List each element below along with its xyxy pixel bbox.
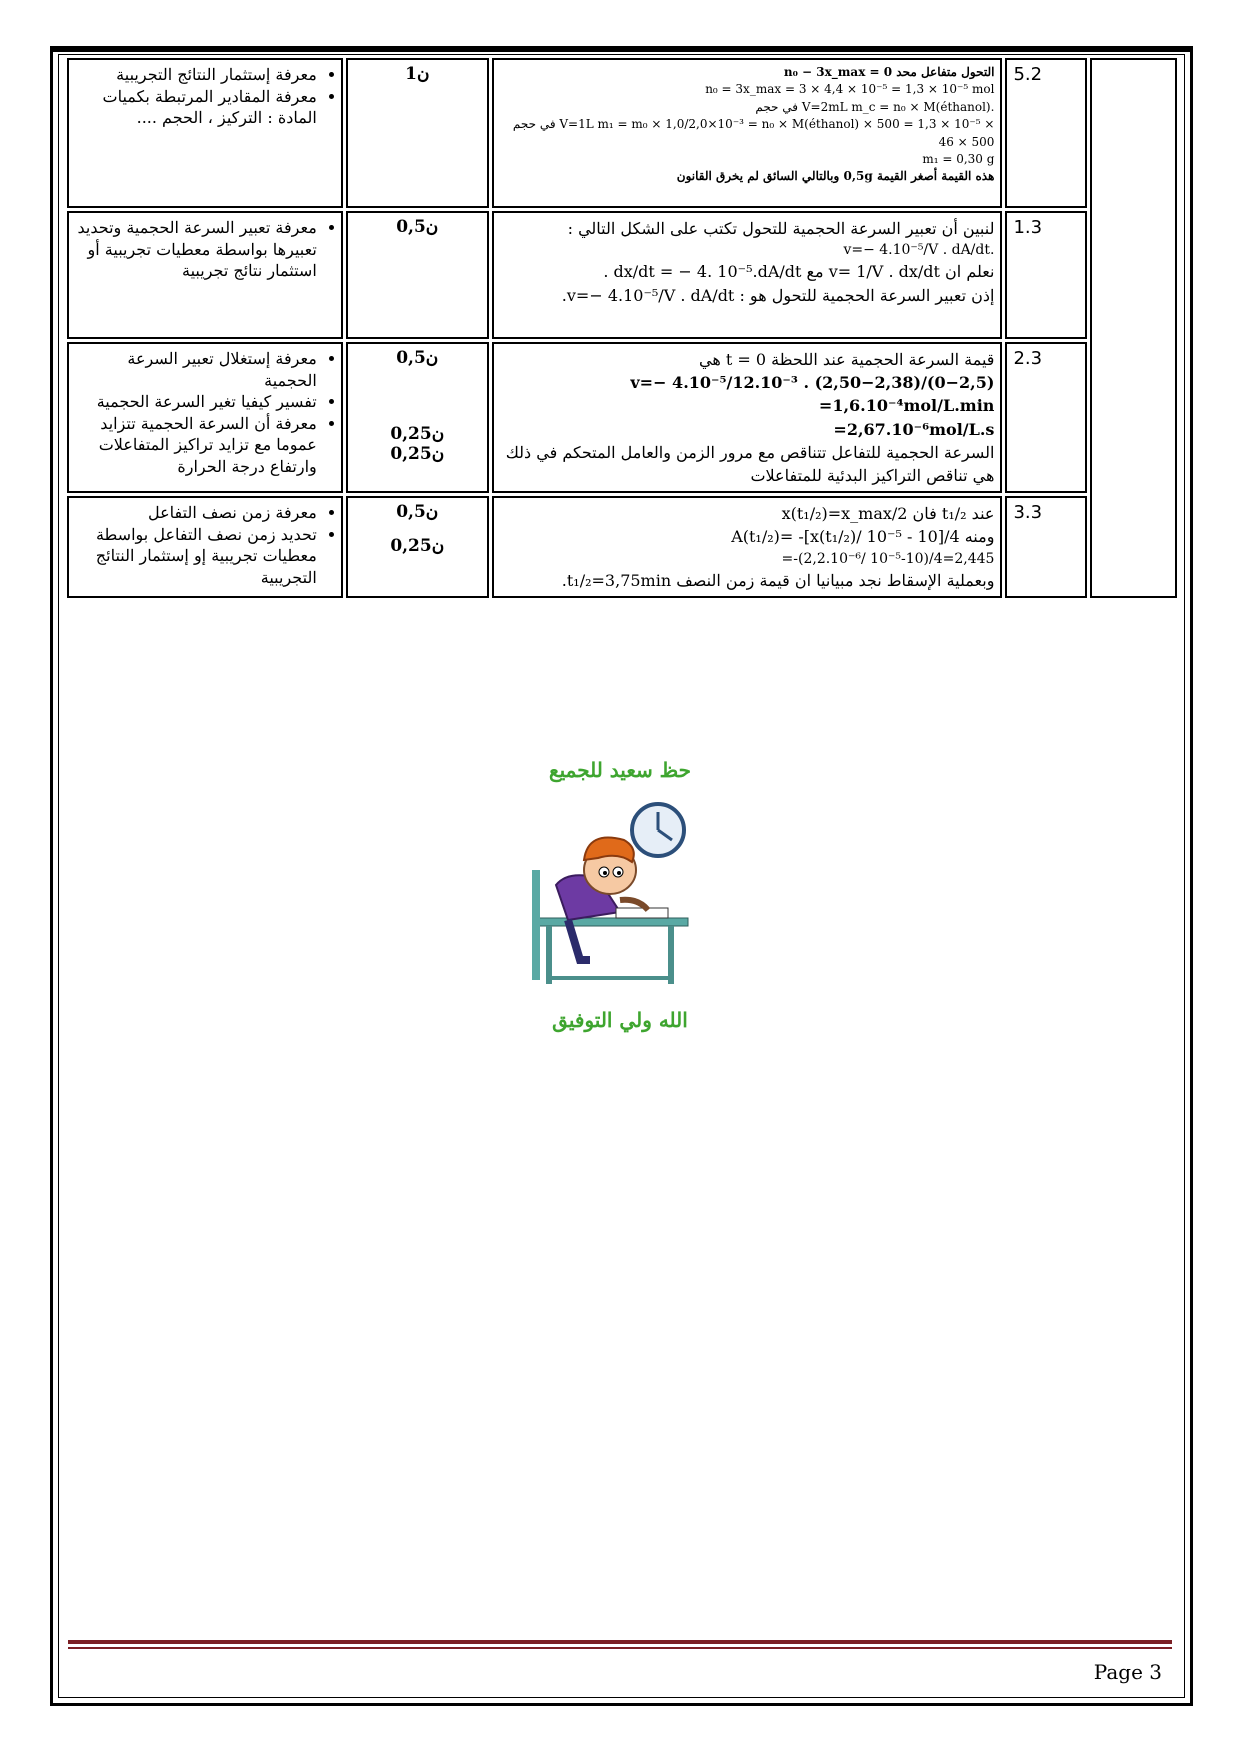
answer-equation: في حجم V=2mL m_c = n₀ × M(éthanol). bbox=[755, 99, 995, 114]
question-number: 3.3 bbox=[1005, 496, 1087, 598]
mark-value: 0,25ن bbox=[390, 536, 445, 557]
mark-cell bbox=[346, 58, 489, 208]
question-number: 2.3 bbox=[1005, 342, 1087, 493]
question-number: 5.2 bbox=[1005, 58, 1087, 208]
mark-value: 0,5ن bbox=[396, 217, 439, 237]
answer-equation: n₀ = 3x_max = 3 × 4,4 × 10⁻⁵ = 1,3 × 10⁻⁵ mol bbox=[705, 82, 995, 97]
objectives-cell bbox=[67, 342, 343, 493]
answer-conclusion: هذه القيمة أصغر القيمة 0,5g وبالتالي السائق لم يخرق القانون bbox=[676, 169, 995, 184]
answer-line: نعلم ان v= 1/V . dx/dt مع dx/dt = − 4. 10⁻⁵.dA/dt . bbox=[603, 262, 995, 282]
footer-rule bbox=[68, 1640, 1172, 1644]
mark-cell bbox=[346, 342, 489, 493]
mark-cell bbox=[346, 496, 489, 598]
table-row bbox=[67, 211, 1177, 339]
answer-equation: =2,67.10⁻⁶mol/L.s bbox=[833, 419, 995, 439]
mark-value: 0,25ن bbox=[390, 424, 445, 444]
answer-line: السرعة الحجمية للتفاعل تتناقص مع مرور الزمن والعامل المتحكم في ذلك هي تناقص التراكيز البدئية للمتفاعلات bbox=[505, 442, 995, 485]
mark-value: 0,5ن bbox=[396, 502, 439, 523]
footer-rule bbox=[68, 1647, 1172, 1649]
answer-line: وبعملية الإسقاط نجد مبيانيا ان قيمة زمن النصف t₁/₂=3,75min. bbox=[561, 570, 995, 590]
objective-item: • معرفة تعبير السرعة الحجمية وتحديد تعبيرها بواسطة معطيات تجريبية أو استثمار نتائج تجريبية bbox=[75, 217, 317, 282]
objective-item: • معرفة زمن نصف التفاعل bbox=[75, 502, 317, 524]
answer-cell bbox=[492, 496, 1003, 598]
mark-value: 1ن bbox=[405, 64, 430, 84]
objectives-cell bbox=[67, 211, 343, 339]
table-row bbox=[67, 496, 1177, 598]
objective-item: • تفسير كيفيا تغير السرعة الحجمية bbox=[75, 391, 317, 413]
question-number: 1.3 bbox=[1005, 211, 1087, 339]
answer-line: إذن تعبير السرعة الحجمية للتحول هو : v=− 4.10⁻⁵/V . dA/dt. bbox=[561, 285, 995, 305]
closing-text: الله ولي التوفيق bbox=[552, 1008, 688, 1032]
page-number: Page 3 bbox=[1093, 1660, 1162, 1684]
objectives-cell bbox=[67, 496, 343, 598]
answer-line: قيمة السرعة الحجمية عند اللحظة t = 0 هي bbox=[699, 350, 995, 369]
objective-item: • معرفة المقادير المرتبطة بكميات المادة : التركيز ، الحجم .... bbox=[75, 86, 317, 129]
answer-cell bbox=[492, 58, 1003, 208]
objectives-cell bbox=[67, 58, 343, 208]
answer-line: عند t₁/₂ فان x(t₁/₂)=x_max/2 bbox=[781, 504, 995, 524]
mark-cell bbox=[346, 211, 489, 339]
correction-table bbox=[64, 55, 1180, 601]
answer-equation: m₁ = 0,30 g bbox=[922, 151, 995, 166]
table-row bbox=[67, 342, 1177, 493]
answer-cell bbox=[492, 211, 1003, 339]
answer-line: لنبين أن تعبير السرعة الحجمية للتحول تكتب على الشكل التالي : bbox=[567, 219, 995, 238]
mark-value: 0,5ن bbox=[396, 348, 439, 368]
answer-line: ومنه A(t₁/₂)= -[x(t₁/₂)/ 10⁻⁵ - 10]/4 bbox=[731, 527, 995, 547]
objective-item: • تحديد زمن نصف التفاعل بواسطة معطيات تجريبية إو إستثمار النتائج التجريبية bbox=[75, 524, 317, 589]
objective-item: • معرفة إستغلال تعبير السرعة الحجمية bbox=[75, 348, 317, 391]
answer-cell bbox=[492, 342, 1003, 493]
answer-equation: في حجم V=1L m₁ = m₀ × 1,0/2,0×10⁻³ = n₀ × M(éthanol) × 500 = 1,3 × 10⁻⁵ × 46 × 500 bbox=[512, 117, 995, 149]
mark-value: 0,25ن bbox=[390, 444, 445, 464]
answer-equation: =-(2,2.10⁻⁶/ 10⁻⁵-10)/4=2,445 bbox=[781, 550, 995, 567]
table-row bbox=[67, 58, 1177, 208]
student-clock-illustration bbox=[528, 800, 698, 990]
objective-item: • معرفة إستثمار النتائج التجريبية bbox=[75, 64, 317, 86]
objective-item: • معرفة أن السرعة الحجمية تتزايد عموما مع تزايد تراكيز المتفاعلات وارتفاع درجة الحرارة bbox=[75, 413, 317, 478]
answer-line: التحول متفاعل محد n₀ − 3x_max = 0 bbox=[783, 65, 995, 79]
answer-equation: v=− 4.10⁻⁵/12.10⁻³ . (2,50−2,38)/(0−2,5) =1,6.10⁻⁴mol/L.min bbox=[630, 373, 995, 416]
blank-column bbox=[1090, 58, 1177, 598]
greeting-text: حظ سعيد للجميع bbox=[548, 758, 692, 782]
answer-equation: v=− 4.10⁻⁵/V . dA/dt. bbox=[843, 242, 995, 259]
